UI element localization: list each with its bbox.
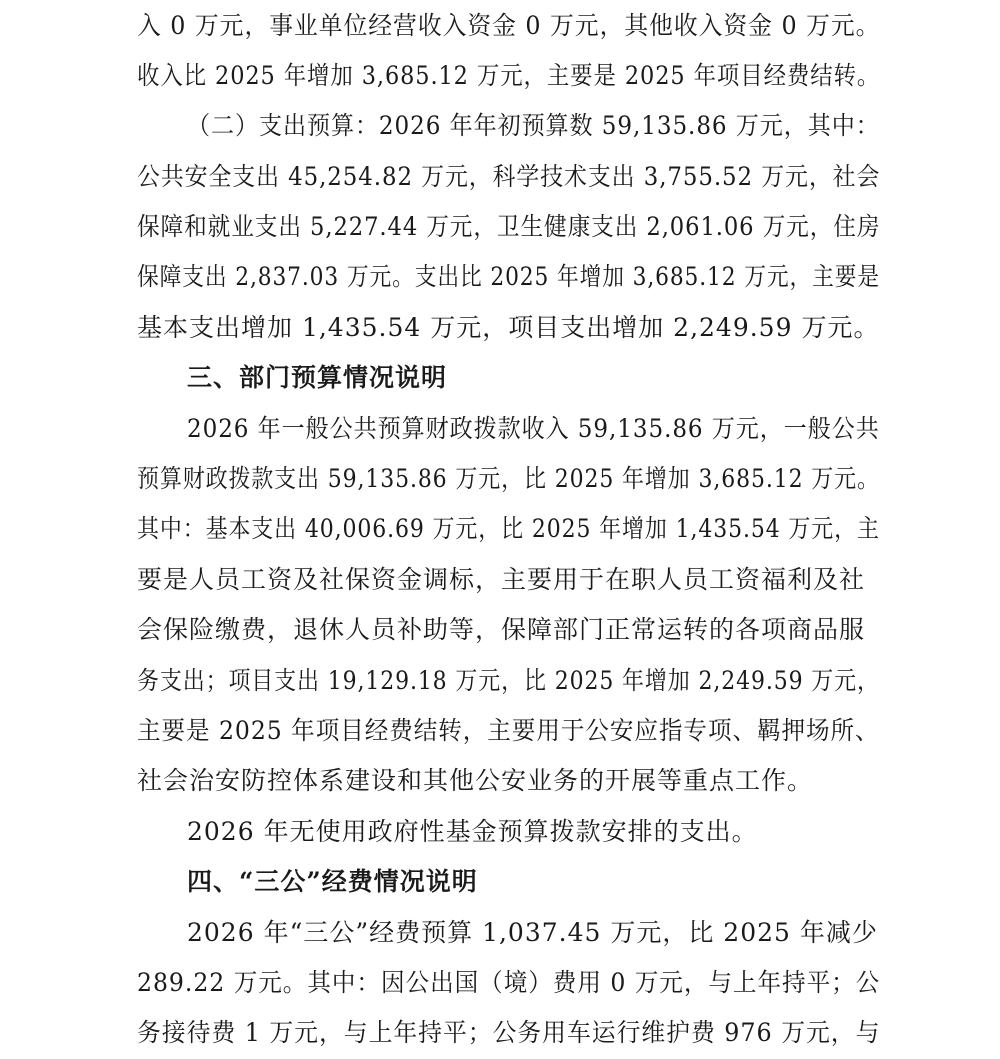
text-line: 公共安全支出 45,254.82 万元，科学技术支出 3,755.52 万元，社会 [137,162,881,191]
text-line: 其中：基本支出 40,006.69 万元，比 2025 年增加 1,435.54 万元，主 [137,514,880,543]
text-line: 保障和就业支出 5,227.44 万元，卫生健康支出 2,061.06 万元，住房 [137,212,881,241]
text-line: 入 0 万元，事业单位经营收入资金 0 万元，其他收入资金 0 万元。 [137,11,881,40]
text-line: 289.22 万元。其中：因公出国（境）费用 0 万元，与上年持平；公 [137,968,881,997]
section-heading: 三、部门预算情况说明 [187,363,448,392]
text-line: 务接待费 1 万元，与上年持平；公务用车运行维护费 976 万元，与 [137,1018,881,1047]
text-line: 收入比 2025 年增加 3,685.12 万元，主要是 2025 年项目经费结转。 [137,61,881,90]
text-line: 务支出；项目支出 19,129.18 万元，比 2025 年增加 2,249.59 万元， [137,666,880,695]
text-line: 2026 年“三公”经费预算 1,037.45 万元，比 2025 年减少 [187,918,878,947]
text-line: 会保险缴费，退休人员补助等，保障部门正常运转的各项商品服 [137,615,866,644]
text-line: （二）支出预算：2026 年年初预算数 59,135.86 万元，其中： [187,111,880,140]
text-line: 要是人员工资及社保资金调标，主要用于在职人员工资福利及社 [137,565,866,594]
text-line: 预算财政拨款支出 59,135.86 万元，比 2025 年增加 3,685.12 万元。 [137,464,880,493]
section-heading: 四、“三公”经费情况说明 [187,867,478,896]
text-line: 社会治安防控体系建设和其他公安业务的开展等重点工作。 [137,766,814,795]
text-line: 基本支出增加 1,435.54 万元，项目支出增加 2,249.59 万元。 [137,313,880,342]
text-line: 主要是 2025 年项目经费结转，主要用于公安应指专项、羁押场所、 [137,716,880,745]
text-line: 2026 年无使用政府性基金预算拨款安排的支出。 [187,817,758,846]
text-line: 2026 年一般公共预算财政拨款收入 59,135.86 万元，一般公共 [187,414,880,443]
text-line: 保障支出 2,837.03 万元。支出比 2025 年增加 3,685.12 万元，主要是 [137,262,880,291]
